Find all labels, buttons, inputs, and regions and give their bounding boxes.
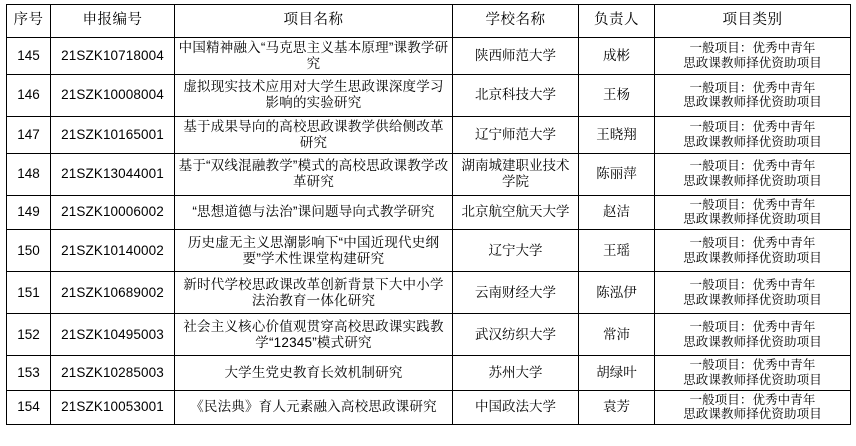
cell-category: [655, 356, 851, 391]
cell-title: 虚拟现实技术应用对大学生思政课深度学习影响的实验研究: [175, 74, 453, 116]
cell-school: 北京科技大学: [453, 74, 579, 116]
cell-category-line2: 思政课教师择优资助项目: [683, 372, 822, 387]
cell-category-line2: 思政课教师择优资助项目: [683, 55, 822, 70]
cell-category: [655, 272, 851, 314]
cell-school: 辽宁师范大学: [453, 116, 579, 153]
cell-code: 21SZK10718004: [51, 38, 175, 75]
table-row: [7, 272, 851, 314]
cell-title: 大学生党史教育长效机制研究: [175, 356, 453, 391]
cell-school: 云南财经大学: [453, 272, 579, 314]
cell-leader: 王瑶: [579, 230, 655, 272]
cell-seq: 152: [7, 314, 51, 356]
cell-code: 21SZK10008004: [51, 74, 175, 116]
cell-category-line1: 一般项目：优秀中青年: [689, 197, 816, 212]
cell-seq: 151: [7, 272, 51, 314]
column-header-code: 申报编号: [51, 5, 175, 38]
cell-seq: 153: [7, 356, 51, 391]
cell-category-line2: 思政课教师择优资助项目: [683, 134, 822, 149]
cell-school: 陕西师范大学: [453, 38, 579, 75]
cell-title: 《民法典》育人元素融入高校思政课研究: [175, 390, 453, 425]
cell-category-line2: 思政课教师择优资助项目: [683, 334, 822, 349]
cell-category-line1: 一般项目：优秀中青年: [689, 319, 816, 334]
cell-seq: 147: [7, 116, 51, 153]
cell-category-line1: 一般项目：优秀中青年: [689, 120, 816, 135]
column-header-leader: 负责人: [579, 5, 655, 38]
table-body: [7, 38, 851, 425]
table-row: [7, 390, 851, 425]
cell-leader: 王晓翔: [579, 116, 655, 153]
cell-title: 中国精神融入“马克思主义基本原理”课教学研究: [175, 38, 453, 75]
table-row: [7, 314, 851, 356]
cell-seq: 146: [7, 74, 51, 116]
cell-code: 21SZK10165001: [51, 116, 175, 153]
cell-category-line2: 思政课教师择优资助项目: [683, 407, 822, 422]
table-row: [7, 74, 851, 116]
cell-category: [655, 116, 851, 153]
table-row: [7, 116, 851, 153]
cell-code: 21SZK10495003: [51, 314, 175, 356]
cell-leader: 王杨: [579, 74, 655, 116]
column-header-seq: 序号: [7, 5, 51, 38]
cell-school: 辽宁大学: [453, 230, 579, 272]
column-header-school: 学校名称: [453, 5, 579, 38]
column-header-title: 项目名称: [175, 5, 453, 38]
cell-category-line2: 思政课教师择优资助项目: [683, 174, 822, 189]
cell-category-line1: 一般项目：优秀中青年: [689, 159, 816, 174]
cell-category: [655, 153, 851, 195]
cell-seq: 148: [7, 153, 51, 195]
cell-title: “思想道德与法治”课问题导向式教学研究: [175, 195, 453, 230]
cell-category-line2: 思政课教师择优资助项目: [683, 250, 822, 265]
cell-category: [655, 230, 851, 272]
cell-leader: 成彬: [579, 38, 655, 75]
cell-category-line2: 思政课教师择优资助项目: [683, 212, 822, 227]
cell-category: [655, 38, 851, 75]
grant-projects-table: [6, 4, 851, 425]
table-row: [7, 356, 851, 391]
cell-title: 新时代学校思政课改革创新背景下大中小学法治教育一体化研究: [175, 272, 453, 314]
cell-category-line1: 一般项目：优秀中青年: [689, 80, 816, 95]
cell-leader: 常沛: [579, 314, 655, 356]
table-header-row: [7, 5, 851, 38]
cell-leader: 袁芳: [579, 390, 655, 425]
cell-category: [655, 195, 851, 230]
cell-category-line1: 一般项目：优秀中青年: [689, 358, 816, 373]
cell-category-line1: 一般项目：优秀中青年: [689, 392, 816, 407]
cell-seq: 150: [7, 230, 51, 272]
cell-seq: 149: [7, 195, 51, 230]
cell-code: 21SZK10053001: [51, 390, 175, 425]
cell-leader: 陈泓伊: [579, 272, 655, 314]
cell-leader: 赵洁: [579, 195, 655, 230]
table-row: [7, 38, 851, 75]
cell-school: 苏州大学: [453, 356, 579, 391]
cell-code: 21SZK10006002: [51, 195, 175, 230]
cell-seq: 154: [7, 390, 51, 425]
cell-category: [655, 390, 851, 425]
table-row: [7, 153, 851, 195]
cell-category-line1: 一般项目：优秀中青年: [689, 277, 816, 292]
cell-leader: 陈丽萍: [579, 153, 655, 195]
cell-school: 北京航空航天大学: [453, 195, 579, 230]
cell-code: 21SZK10140002: [51, 230, 175, 272]
cell-category-line2: 思政课教师择优资助项目: [683, 95, 822, 110]
table-row: [7, 230, 851, 272]
cell-title: 社会主义核心价值观贯穿高校思政课实践教学“12345”模式研究: [175, 314, 453, 356]
cell-category-line1: 一般项目：优秀中青年: [689, 41, 816, 56]
cell-school: 湖南城建职业技术学院: [453, 153, 579, 195]
cell-title: 历史虚无主义思潮影响下“中国近现代史纲要”学术性课堂构建研究: [175, 230, 453, 272]
cell-title: 基于“双线混融教学”模式的高校思政课教学改革研究: [175, 153, 453, 195]
cell-leader: 胡绿叶: [579, 356, 655, 391]
cell-code: 21SZK13044001: [51, 153, 175, 195]
cell-school: 武汉纺织大学: [453, 314, 579, 356]
cell-category-line1: 一般项目：优秀中青年: [689, 235, 816, 250]
cell-category: [655, 314, 851, 356]
cell-category-line2: 思政课教师择优资助项目: [683, 292, 822, 307]
cell-category: [655, 74, 851, 116]
cell-code: 21SZK10689002: [51, 272, 175, 314]
cell-seq: 145: [7, 38, 51, 75]
table-row: [7, 195, 851, 230]
column-header-category: 项目类别: [655, 5, 851, 38]
cell-code: 21SZK10285003: [51, 356, 175, 391]
cell-title: 基于成果导向的高校思政课教学供给侧改革研究: [175, 116, 453, 153]
cell-school: 中国政法大学: [453, 390, 579, 425]
